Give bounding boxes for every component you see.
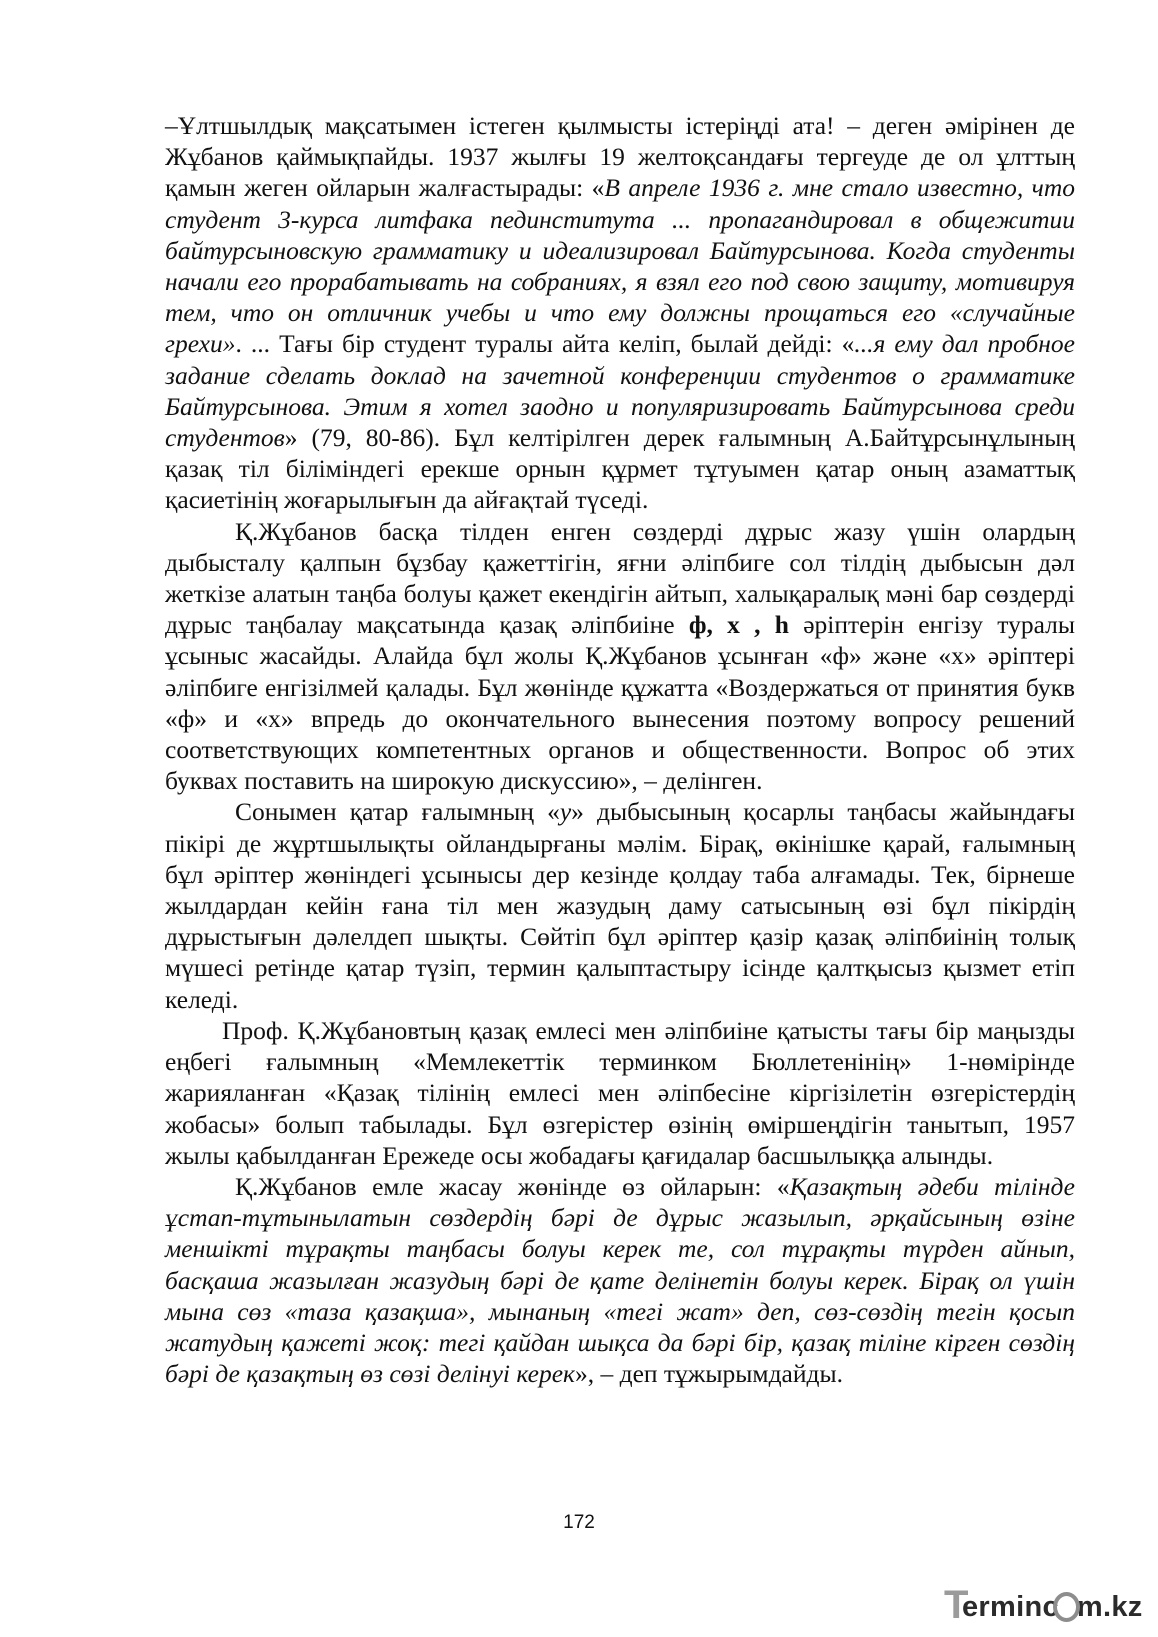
page-number: 172 xyxy=(563,1512,595,1533)
text-run: » дыбысының қосарлы таңбасы жайындағы пікірі де жұртшылықты ойландырғаны мәлім. Бірақ, өкінішке қарай, ғалымның бұл әріптер жөніндегі ұсынысы дер кезінде қолдау таба алғамады. Тек, бірнеше жылдардан кейін ғана тіл мен жазудың даму сатысының өзі бұл пікірдің дұрыстығын дәлелдеп шықты. Сөйтіп бұл әріптер қазір қазақ әліпбиінің толық мүшесі ретінде қатар түзіп, термин қалыптастыру ісінде қалтқысыз қызмет етіп келеді. xyxy=(165,797,1075,1014)
watermark-ring-icon xyxy=(1053,1592,1080,1622)
text-run: . ... Тағы бір студент туралы айта келіп, былай дейді: « xyxy=(235,329,855,359)
text-run: Сонымен қатар ғалымның « xyxy=(235,797,560,827)
text-run: » (79, 80-86). Бұл келтірілген дерек ғалымның А.Байтұрсынұлының қазақ тіл біліміндегі ерекше орнын құрмет тұтуымен қатар оның азаматтық қасиетінің жоғарылығын да айғақтай түседі. xyxy=(165,423,1075,515)
text-run: Қ.Жұбанов басқа тілден енген сөздерді дұрыс жазу үшін олардың дыбысталу қалпын бұзбау қажеттігін, яғни әліпбиге сол тілдің дыбысын дәл жеткізе алатын таңба болуы қажет екендігін айтып, халықаралық мәні бар сөздерді дұрыс таңбалау мақсатында қазақ әліпбиіне xyxy=(165,516,1075,640)
text-run: », – деп тұжырымдайды. xyxy=(574,1359,843,1389)
quoted-text: ...я ему дал пробное задание сделать доклад на зачетной конференции студентов о грамматике Байтурсынова. Этим я хотел заодно и популяризировать Байтурсынова среди студентов xyxy=(165,329,1075,453)
text-run: Қ.Жұбанов емле жасау жөнінде өз ойларын: « xyxy=(235,1171,790,1201)
paragraph xyxy=(165,110,1075,516)
quoted-text: у xyxy=(559,797,572,827)
text-run: әріптерін енгізу туралы ұсыныс жасайды. Алайда бұл жолы Қ.Жұбанов ұсынған «ф» және «х» әріптері әліпбиге енгізілмей қалады. Бұл жөнінде құжатта «Воздержаться от принятия букв «ф» и «х» впредь до окончательного вынесения поэтому вопросу решений соответствующих компетентных органов и общественности. Вопрос об этих буквах поставить на широкую дискуссию», – делінген. xyxy=(165,610,1076,796)
text-run: –Ұлтшылдық мақсатымен істеген қылмысты істеріңді ата! – деген әмірінен де Жұбанов қаймықпайды. 1937 жылғы 19 желтоқсандағы тергеуде де ол ұлттың қамын жеген ойларын жалғастырады: « xyxy=(165,111,1075,203)
text-run: Проф. Қ.Жұбановтың қазақ емлесі мен әліпбиіне қатысты тағы бір маңызды еңбегі ғалымның «Мемлекеттік терминком Бюллетенінің» 1-нөмірінде жарияланған «Қазақ тілінің емлесі мен әліпбесіне кіргізілетін өзгерістердің жобасы» болып табылады. Бұл өзгерістер өзінің өміршеңдігін танытып, 1957 жылы қабылданған Ережеде осы жобадағы қағидалар басшылыққа алынды. xyxy=(165,1015,1075,1170)
watermark-text: erminc m.kz xyxy=(962,1591,1143,1623)
quoted-text: Қазақтың әдеби тілінде ұстап-тұтынылатын сөздердің бәрі де дұрыс жазылып, әрқайсының өзіне меншікті тұрақты таңбасы болуы керек те, сол тұрақты түрден айнып, басқаша жазылған жазудың бәрі де қате делінетін болуы керек. Бірақ ол үшін мына сөз «таза қазақша», мынаның «тегі жат» деп, сөз-сөздің тегін қосып жатудың қажеті жоқ: тегі қайдан шықса да бәрі бір, қазақ тіліне кірген сөздің бәрі де қазақтың өз сөзі делінуі керек xyxy=(165,1171,1075,1389)
paragraph xyxy=(165,796,1075,1014)
body-text xyxy=(165,110,1075,1389)
paragraph xyxy=(165,1015,1075,1171)
paragraph xyxy=(165,1171,1075,1389)
quoted-text: В апреле 1936 г. мне стало известно, что студент 3-курса литфака пединститута ... пропагандировал в общежитии байтурсыновскую грамматику и идеализировал Байтурсынова. Когда студенты начали его прорабатывать на собраниях, я взял его под свою защиту, мотивируя тем, что он отличник учебы и что ему должны прощаться его «случайные грехи» xyxy=(165,173,1075,359)
termincom-watermark-logo xyxy=(944,1585,1149,1625)
bold-text: ф, х , h xyxy=(688,610,789,640)
paragraph xyxy=(165,516,1075,797)
watermark-t-glyph: T xyxy=(944,1583,969,1627)
